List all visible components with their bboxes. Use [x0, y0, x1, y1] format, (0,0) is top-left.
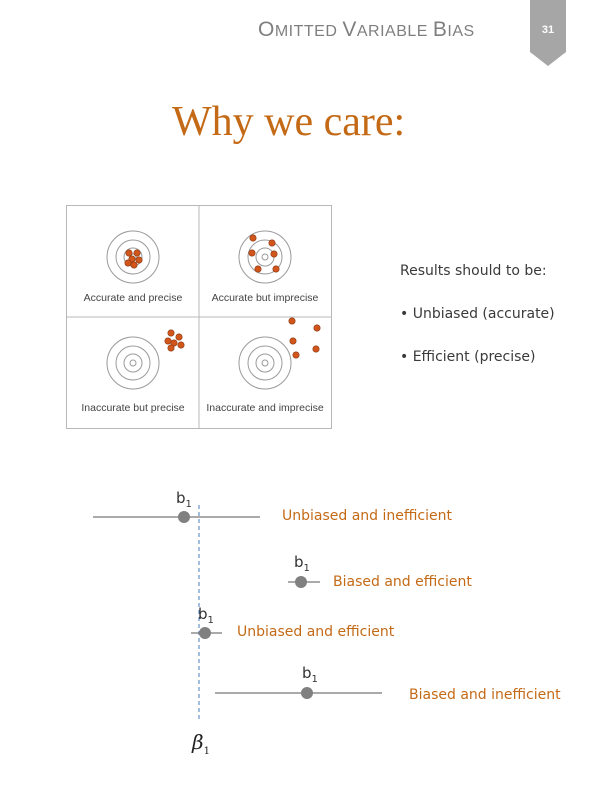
b-letter: b — [176, 489, 186, 507]
label-inaccurate-imprecise: Inaccurate and imprecise — [206, 402, 324, 414]
header-title-cap-b: B — [432, 18, 448, 41]
page-number: 31 — [541, 24, 555, 36]
label-unbiased-inefficient: Unbiased and inefficient — [282, 508, 452, 524]
estimate-unbiased-efficient — [199, 627, 211, 639]
label-accurate-precise: Accurate and precise — [83, 292, 183, 304]
beta-symbol: β — [192, 730, 204, 754]
bullet-unbiased: • Unbiased (accurate) — [400, 306, 555, 322]
b1-label-3 — [198, 605, 214, 626]
header-title-word-3: IAS — [447, 23, 475, 40]
label-unbiased-efficient: Unbiased and efficient — [237, 624, 395, 640]
slide-title: Why we care: — [172, 99, 406, 145]
label-biased-efficient: Biased and efficient — [333, 574, 472, 590]
header-title-word-1: MITTED — [274, 23, 343, 40]
header-title-cap-o: O — [258, 18, 275, 41]
b-letter: b — [302, 664, 312, 682]
label-accurate-imprecise: Accurate but imprecise — [211, 292, 319, 304]
true-beta-label — [192, 730, 210, 757]
b-subscript: 1 — [185, 499, 192, 510]
b1-label-2 — [294, 553, 310, 574]
b-letter: b — [198, 605, 208, 623]
b1-label-1 — [176, 489, 192, 510]
bullets-heading: Results should to be: — [400, 263, 547, 279]
header-title-cap-v: V — [342, 18, 357, 41]
beta-subscript: 1 — [203, 746, 210, 757]
estimate-biased-inefficient — [301, 687, 313, 699]
b-subscript: 1 — [303, 563, 310, 574]
estimate-biased-efficient — [295, 576, 307, 588]
bullet-efficient: • Efficient (precise) — [400, 349, 536, 365]
estimate-unbiased-inefficient — [178, 511, 190, 523]
label-biased-inefficient: Biased and inefficient — [409, 687, 561, 703]
header-title-word-2: ARIABLE — [356, 23, 433, 40]
label-inaccurate-precise: Inaccurate but precise — [81, 402, 185, 414]
b1-label-4 — [302, 664, 318, 685]
b-subscript: 1 — [311, 674, 318, 685]
b-letter: b — [294, 553, 304, 571]
b-subscript: 1 — [207, 615, 214, 626]
